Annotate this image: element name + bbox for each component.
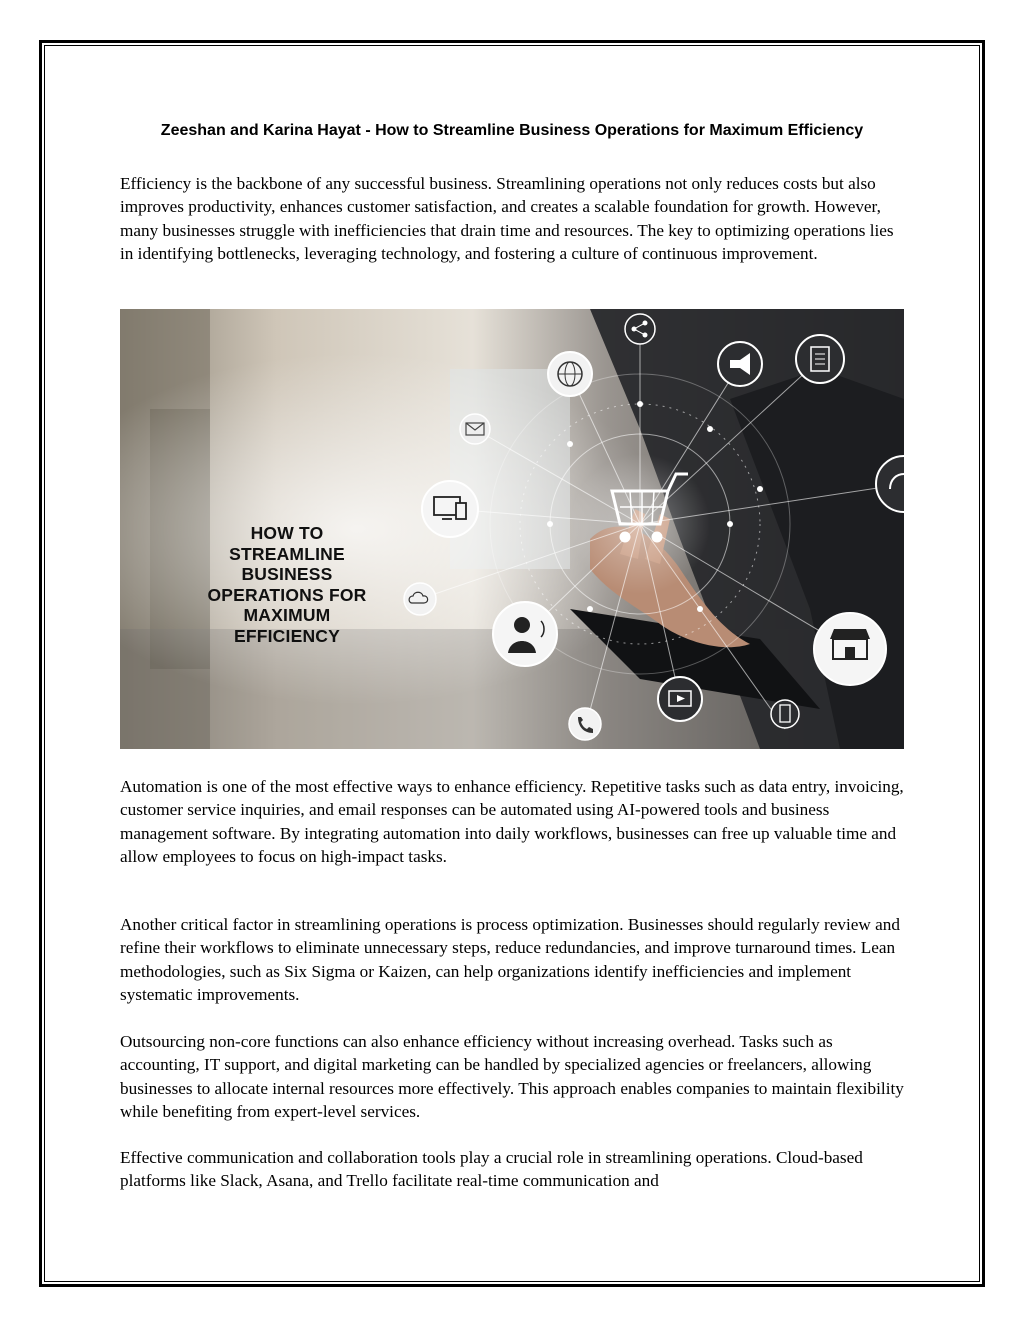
hero-caption-line: STREAMLINE	[229, 543, 345, 564]
support-agent-icon	[493, 602, 557, 666]
document-icon	[796, 335, 844, 383]
globe-icon	[548, 352, 592, 396]
paragraph-intro: Efficiency is the backbone of any successful business. Streamlining operations not only reduces costs but also improves productivity, enhances customer satisfaction, and creates a scalable foundation for growth. However, many businesses struggle with inefficiencies that drain time and resources. The key to optimizing operations lies in identifying bottlenecks, leveraging technology, and fostering a culture of continuous improvement.	[120, 174, 894, 264]
paragraph-communication: Effective communication and collaboration tools play a crucial role in streamlining operations. Cloud-based platforms like Slack, Asana, and Trello facilitate real-time communication and	[120, 1148, 863, 1191]
paragraph-automation: Automation is one of the most effective ways to enhance efficiency. Repetitive tasks such as data entry, invoicing, customer service inquiries, and email responses can be automated using AI-powered tools and business management software. By integrating automation into daily workflows, businesses can free up valuable time and allow employees to focus on high-impact tasks.	[120, 777, 904, 867]
phone-call-icon	[569, 708, 601, 740]
document-title: Zeeshan and Karina Hayat - How to Streamline Business Operations for Maximum Efficiency	[160, 122, 864, 139]
paragraph-process-optimization: Another critical factor in streamlining operations is process optimization. Businesses should regularly review and refine their workflows to eliminate unnecessary steps, reduce redundancies, and improve turnaround times. Lean methodologies, such as Six Sigma or Kaizen, can help organizations identify inefficiencies and implement systematic improvements.	[120, 915, 900, 1005]
share-icon	[625, 314, 655, 344]
hero-caption-line: OPERATIONS FOR	[207, 584, 367, 605]
video-play-icon	[658, 677, 702, 721]
hero-caption-line: EFFICIENCY	[233, 625, 341, 646]
paragraph-outsourcing: Outsourcing non-core functions can also enhance efficiency without increasing overhead. Tasks such as accounting, IT support, and digital marketing can be handled by specialized agencies or freelancers, allowing businesses to allocate internal resources more effectively. This approach enables companies to maintain flexibility while benefiting from expert-level services.	[120, 1032, 904, 1122]
hero-caption-line: BUSINESS	[241, 564, 333, 585]
hero-caption-line: MAXIMUM	[243, 605, 331, 626]
hero-caption-line: HOW TO	[250, 523, 324, 543]
megaphone-icon	[718, 342, 762, 386]
mobile-icon	[771, 700, 799, 728]
store-icon	[814, 613, 886, 685]
hero-image-caption	[160, 523, 414, 647]
devices-icon	[422, 481, 478, 537]
email-icon	[460, 414, 490, 444]
